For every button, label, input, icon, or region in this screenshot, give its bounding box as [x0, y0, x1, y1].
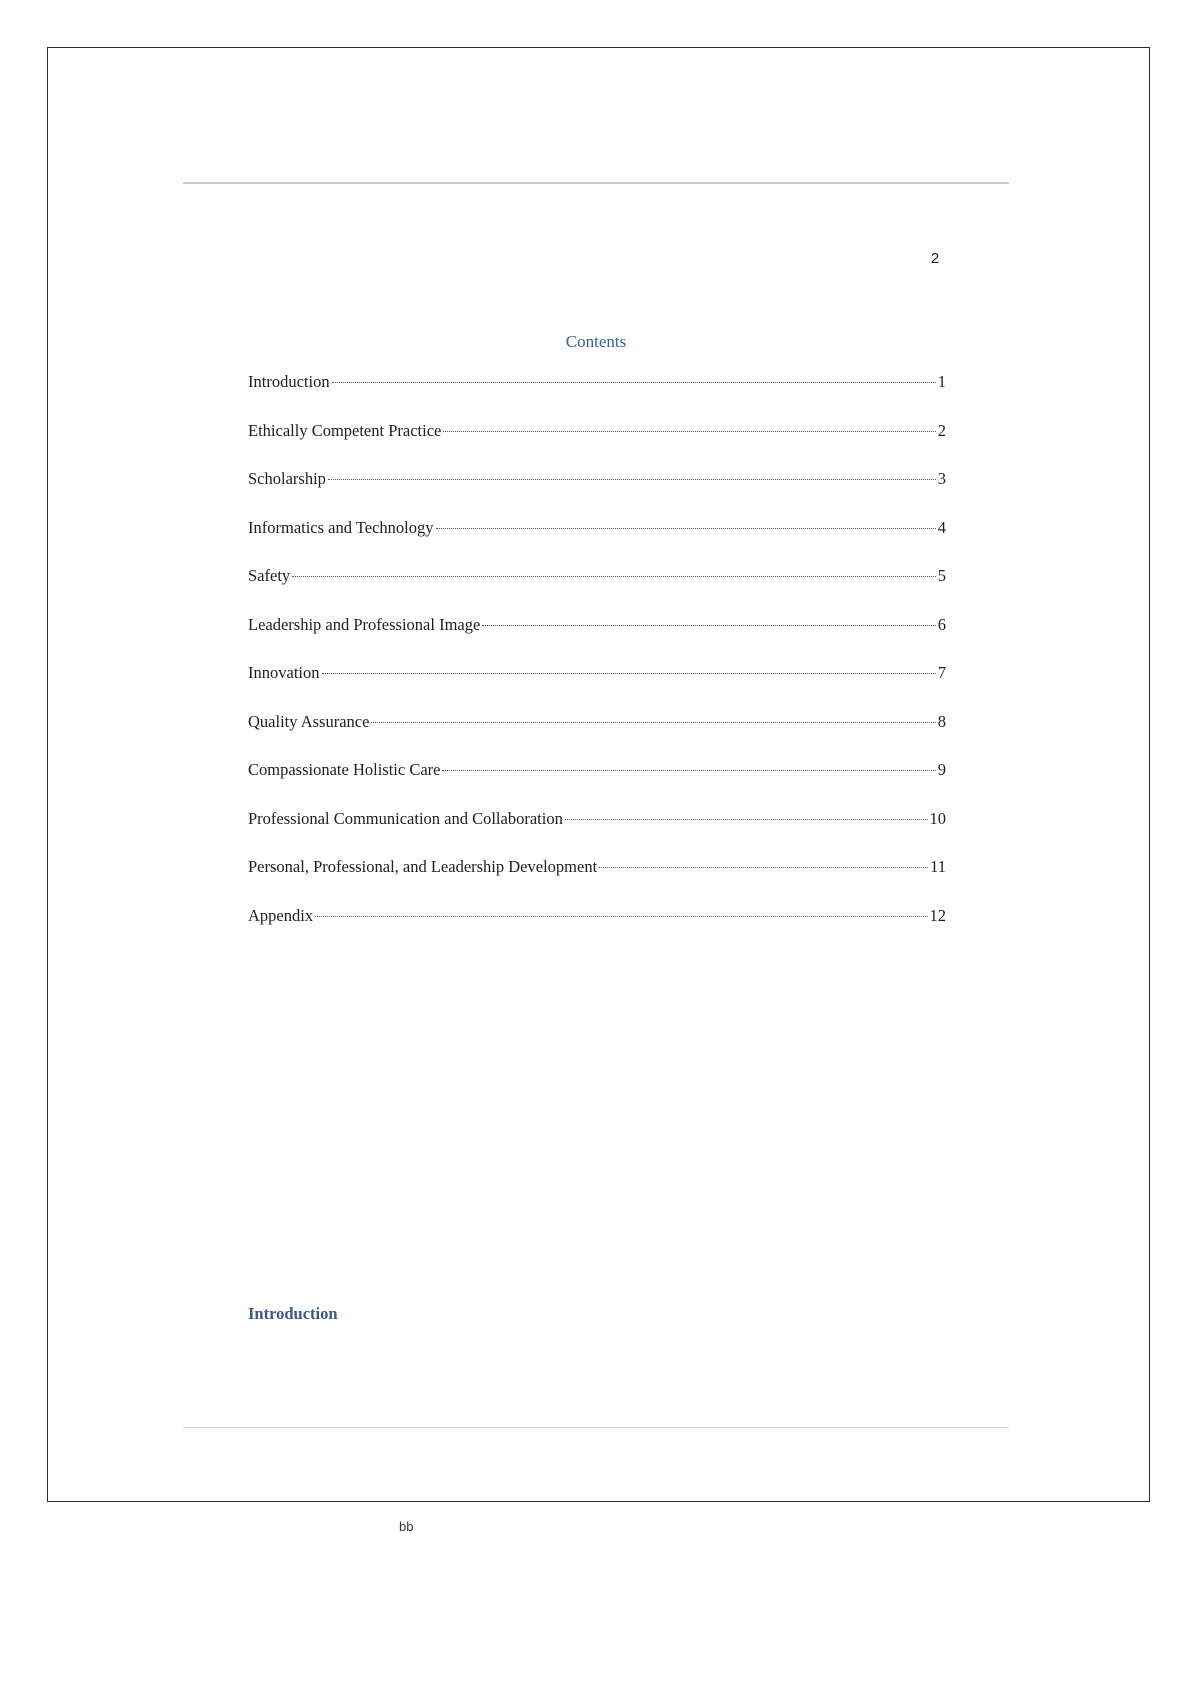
- dot-leader: [442, 770, 935, 771]
- toc-entry-page: 10: [929, 808, 946, 828]
- page-number: 2: [930, 250, 940, 267]
- toc-entry-title: Scholarship: [248, 469, 326, 488]
- toc-entry-page: 7: [937, 663, 946, 682]
- toc-entry-page: 1: [937, 372, 946, 391]
- toc-entry-appendix[interactable]: [248, 906, 946, 955]
- dot-leader: [292, 576, 936, 577]
- dot-leader: [436, 528, 936, 529]
- dot-leader: [322, 673, 936, 674]
- toc-entry-professional-communication[interactable]: [248, 809, 946, 858]
- toc-entry-title: Professional Communication and Collaboration: [248, 808, 563, 828]
- dot-leader: [482, 625, 935, 626]
- toc-entry-page: 6: [937, 614, 946, 634]
- toc-entry-page: 8: [937, 711, 946, 731]
- section-heading: Introduction: [248, 1304, 338, 1323]
- toc-entry-innovation[interactable]: [248, 663, 946, 712]
- toc-entry-title: Ethically Competent Practice: [248, 420, 442, 440]
- dot-leader: [315, 916, 927, 917]
- dot-leader: [332, 382, 936, 383]
- footer-rule: [183, 1427, 1009, 1428]
- dot-leader: [328, 479, 936, 480]
- toc-entry-page: 5: [937, 566, 946, 585]
- dot-leader: [599, 867, 928, 868]
- toc-entry-page: 12: [929, 905, 946, 925]
- toc-entry-title: Compassionate Holistic Care: [248, 760, 441, 779]
- toc-entry-introduction[interactable]: [248, 372, 946, 421]
- toc-entry-title: Safety: [248, 566, 291, 585]
- toc-entry-leadership-and-professional-image[interactable]: [248, 615, 946, 664]
- toc-entry-title: Informatics and Technology: [248, 517, 434, 537]
- dot-leader: [371, 722, 935, 723]
- toc-entry-quality-assurance[interactable]: [248, 712, 946, 761]
- toc-heading: Contents: [565, 332, 627, 351]
- footer-note: bb: [399, 1519, 414, 1534]
- toc-entry-scholarship[interactable]: [248, 469, 946, 518]
- toc-entry-title: Appendix: [248, 905, 314, 925]
- toc-entry-title: Personal, Professional, and Leadership Development: [248, 857, 598, 876]
- toc-entry-title: Innovation: [248, 663, 320, 682]
- toc-entry-title: Leadership and Professional Image: [248, 614, 481, 634]
- header-rule: [183, 182, 1009, 184]
- toc-entry-page: 11: [930, 857, 946, 876]
- toc-entry-personal-professional-leadership-development[interactable]: [248, 857, 946, 906]
- toc-entry-title: Quality Assurance: [248, 711, 370, 731]
- dot-leader: [443, 431, 935, 432]
- toc-entry-title: Introduction: [248, 372, 330, 391]
- toc-entry-safety[interactable]: [248, 566, 946, 615]
- toc-entry-page: 3: [937, 469, 946, 488]
- dot-leader: [565, 819, 928, 820]
- toc-entry-ethically-competent-practice[interactable]: [248, 421, 946, 470]
- toc-entry-informatics-and-technology[interactable]: [248, 518, 946, 567]
- toc-entry-compassionate-holistic-care[interactable]: [248, 760, 946, 809]
- toc-entry-page: 9: [937, 760, 946, 779]
- table-of-contents: [248, 372, 946, 954]
- toc-entry-page: 2: [937, 420, 946, 440]
- toc-entry-page: 4: [937, 517, 946, 537]
